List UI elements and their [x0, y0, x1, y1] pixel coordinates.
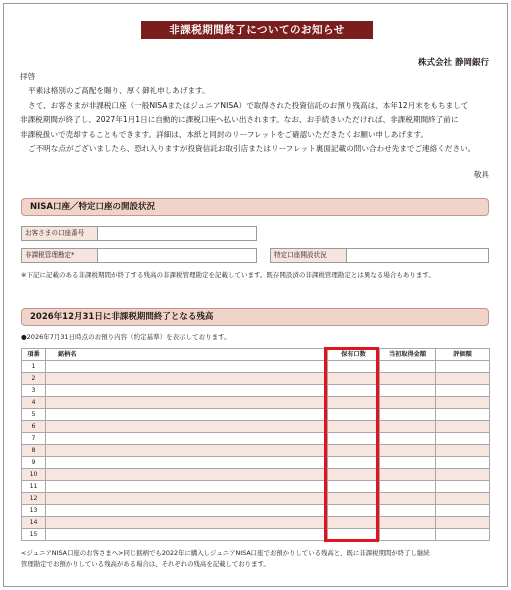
- table-row: [22, 517, 490, 529]
- valuation-cell: [436, 445, 490, 457]
- table-row: [22, 397, 490, 409]
- row-number: 4: [22, 397, 46, 409]
- initial-cost-cell: [380, 481, 436, 493]
- fund-name-cell: [46, 529, 328, 541]
- section-header-account-status: NISA口座／特定口座の開設状況: [21, 198, 489, 216]
- table-row: [22, 433, 490, 445]
- specific-account-value: [347, 249, 488, 262]
- table-row: [22, 457, 490, 469]
- valuation-cell: [436, 481, 490, 493]
- valuation-cell: [436, 373, 490, 385]
- fund-name-cell: [46, 433, 328, 445]
- column-header-valuation: 評価額: [436, 349, 490, 361]
- valuation-cell: [436, 421, 490, 433]
- paragraph: さて、お客さまが非課税口座（一般NISAまたはジュニアNISA）で取得された投資信託のお預り残高は、本年12月末をもちまして: [28, 100, 469, 110]
- valuation-cell: [436, 385, 490, 397]
- tax-free-account-label: 非課税管理勘定*: [22, 249, 98, 262]
- fund-name-cell: [46, 457, 328, 469]
- initial-cost-cell: [380, 457, 436, 469]
- units-column-highlight: [324, 347, 379, 542]
- row-number: 6: [22, 421, 46, 433]
- valuation-cell: [436, 397, 490, 409]
- initial-cost-cell: [380, 469, 436, 481]
- account-number-value: [98, 227, 256, 240]
- initial-cost-cell: [380, 529, 436, 541]
- initial-cost-cell: [380, 517, 436, 529]
- footer-line: 管理勘定でお預かりしている残高がある場合は、それぞれの残高を記載しております。: [21, 560, 270, 568]
- row-number: 5: [22, 409, 46, 421]
- paragraph: ご不明な点がございましたら、恐れ入りますが投資信託お取引店またはリーフレット裏面記載の問い合わせ先までご連絡ください。: [28, 144, 476, 154]
- footer-note: [21, 548, 491, 570]
- table-row: [22, 421, 490, 433]
- table-row: [22, 373, 490, 385]
- valuation-cell: [436, 433, 490, 445]
- account-note: ※下記に記載のある非課税期間が終了する残高の非課税管理勘定を記載しています。既存開設済の非課税管理勘定とは異なる場合もあります。: [21, 271, 435, 279]
- fund-name-cell: [46, 421, 328, 433]
- row-number: 10: [22, 469, 46, 481]
- fund-name-cell: [46, 397, 328, 409]
- initial-cost-cell: [380, 421, 436, 433]
- balance-note: ●2026年7月31日時点のお預り内容（約定基準）を表示しております。: [21, 333, 231, 341]
- tax-free-account-value: [98, 249, 256, 262]
- initial-cost-cell: [380, 373, 436, 385]
- row-number: 15: [22, 529, 46, 541]
- column-header-initial-cost: 当初取得金額: [380, 349, 436, 361]
- account-number-field: [21, 226, 257, 241]
- holdings-table: [21, 348, 490, 541]
- row-number: 2: [22, 373, 46, 385]
- letter-body: [20, 70, 490, 156]
- valuation-cell: [436, 529, 490, 541]
- fund-name-cell: [46, 373, 328, 385]
- holdings-table-body: [22, 361, 490, 541]
- valuation-cell: [436, 457, 490, 469]
- paragraph: 平素は格別のご高配を賜り、厚く御礼申しあげます。: [28, 86, 210, 96]
- table-row: [22, 361, 490, 373]
- row-number: 7: [22, 433, 46, 445]
- initial-cost-cell: [380, 433, 436, 445]
- row-number: 13: [22, 505, 46, 517]
- initial-cost-cell: [380, 505, 436, 517]
- row-number: 9: [22, 457, 46, 469]
- initial-cost-cell: [380, 385, 436, 397]
- initial-cost-cell: [380, 409, 436, 421]
- fund-name-cell: [46, 493, 328, 505]
- section-header-balance: 2026年12月31日に非課税期間終了となる残高: [21, 308, 489, 326]
- row-number: 11: [22, 481, 46, 493]
- row-number: 8: [22, 445, 46, 457]
- valuation-cell: [436, 517, 490, 529]
- table-row: [22, 493, 490, 505]
- initial-cost-cell: [380, 493, 436, 505]
- table-header-row: [22, 349, 490, 361]
- row-number: 12: [22, 493, 46, 505]
- closing: 敬具: [473, 170, 489, 179]
- paragraph: 非課税扱いで売却することもできます。詳細は、本紙と同封のリーフレットをご確認いただきたくお願い申しあげます。: [20, 129, 429, 139]
- row-number: 14: [22, 517, 46, 529]
- salutation: 拝啓: [20, 72, 36, 81]
- specific-account-field: [270, 248, 489, 263]
- paragraph: 非課税期間が終了し、2027年1月1日に自動的に課税口座へ払い出されます。なお、お手続きいただければ、非課税期間終了前に: [20, 115, 459, 125]
- account-number-label: お客さまの口座番号: [22, 227, 98, 240]
- valuation-cell: [436, 469, 490, 481]
- initial-cost-cell: [380, 445, 436, 457]
- bank-name: 株式会社 静岡銀行: [418, 58, 489, 68]
- table-row: [22, 505, 490, 517]
- valuation-cell: [436, 409, 490, 421]
- column-header-units: 保有口数: [328, 349, 380, 361]
- specific-account-label: 特定口座開設状況: [271, 249, 347, 262]
- row-number: 1: [22, 361, 46, 373]
- document-title: 非課税期間終了についてのお知らせ: [141, 21, 373, 39]
- table-row: [22, 481, 490, 493]
- column-header-number: 項番: [22, 349, 46, 361]
- fund-name-cell: [46, 505, 328, 517]
- initial-cost-cell: [380, 361, 436, 373]
- footer-line: <ジュニアNISA口座のお客さまへ>同じ銘柄でも2022年に購入しジュニアNISA口座でお預かりしている残高と、既に非課税期間が終了し継続: [21, 549, 430, 557]
- valuation-cell: [436, 361, 490, 373]
- fund-name-cell: [46, 517, 328, 529]
- fund-name-cell: [46, 481, 328, 493]
- valuation-cell: [436, 493, 490, 505]
- table-row: [22, 469, 490, 481]
- table-row: [22, 529, 490, 541]
- table-row: [22, 409, 490, 421]
- table-row: [22, 445, 490, 457]
- fund-name-cell: [46, 361, 328, 373]
- fund-name-cell: [46, 469, 328, 481]
- tax-free-account-field: [21, 248, 257, 263]
- fund-name-cell: [46, 385, 328, 397]
- table-row: [22, 385, 490, 397]
- valuation-cell: [436, 505, 490, 517]
- fund-name-cell: [46, 445, 328, 457]
- fund-name-cell: [46, 409, 328, 421]
- column-header-fund-name: 銘柄名: [46, 349, 328, 361]
- initial-cost-cell: [380, 397, 436, 409]
- row-number: 3: [22, 385, 46, 397]
